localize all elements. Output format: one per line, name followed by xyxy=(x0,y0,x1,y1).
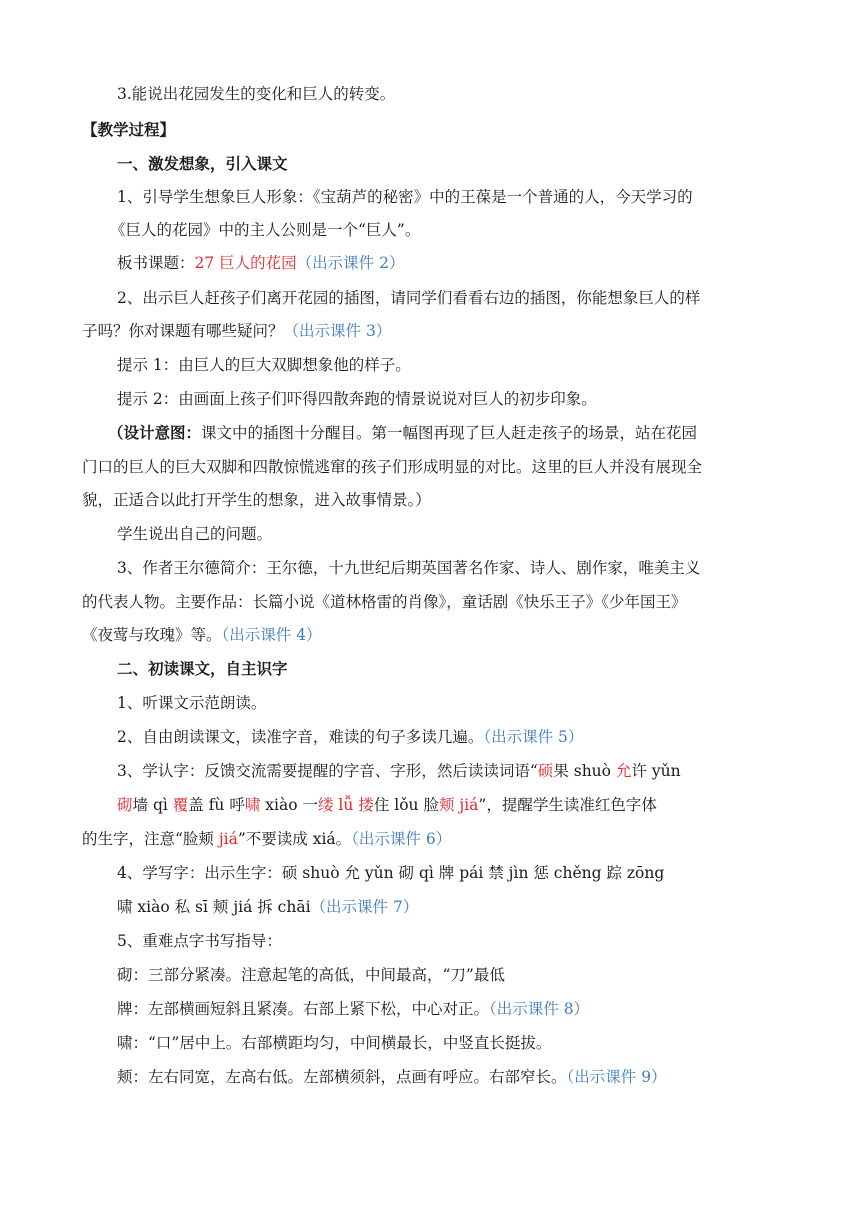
lesson-title-text: 27 巨人的花园 xyxy=(194,254,297,272)
char-guide-jia: 颊：左右同宽，左高右低。左部横须斜，点画有呼应。右部窄长。（出示课件 9） xyxy=(117,1068,667,1086)
hint-1: 提示 1：由巨人的巨大双脚想象他的样子。 xyxy=(117,356,411,374)
courseware-ref: （出示课件 5） xyxy=(483,728,584,746)
courseware-ref: （出示课件 6） xyxy=(351,830,452,848)
paragraph-line: 学生说出自己的问题。 xyxy=(117,525,273,543)
paragraph-line: 2、出示巨人赶孩子们离开花园的插图，请同学们看看右边的插图，你能想象巨人的样 xyxy=(117,289,701,307)
design-intent-line: （设计意图：课文中的插图十分醒目。第一幅图再现了巨人赶走孩子的场景，站在花园 xyxy=(108,423,698,442)
write-chars-line: 4、学写字：出示生字：硕 shuò 允 yǔn 砌 qì 牌 pái 禁 jìn 惩 chěng 踪 zōng xyxy=(117,864,665,882)
paragraph-line: 《夜莺与玫瑰》等。（出示课件 4） xyxy=(82,626,322,644)
paragraph-line: 1、听课文示范朗读。 xyxy=(117,694,267,712)
char-guide-xiao: 啸：“口”居中上。右部横距均匀，中间横最长，中竖直长挺拔。 xyxy=(117,1034,552,1052)
paragraph-line: 1、引导学生想象巨人形象：《宝葫芦的秘密》中的王葆是一个普通的人，今天学习的 xyxy=(117,188,693,206)
courseware-ref: （出示课件 7） xyxy=(310,898,419,916)
paragraph-line: 《巨人的花园》中的主人公则是一个“巨人”。 xyxy=(110,221,421,239)
paragraph-line: 3、作者王尔德简介：王尔德，十九世纪后期英国著名作家、诗人、剧作家，唯美主义 xyxy=(117,559,701,577)
courseware-ref: （出示课件 8） xyxy=(489,1000,590,1018)
design-intent-label: （设计意图： xyxy=(108,423,202,442)
paragraph-line: 的代表人物。主要作品：长篇小说《道林格雷的肖像》，童话剧《快乐王子》《少年国王》 xyxy=(82,593,687,611)
paragraph-line: 子吗？你对课题有哪些疑问？（出示课件 3） xyxy=(82,322,392,340)
section-teaching-process: 【教学过程】 xyxy=(82,120,176,139)
char-guide-pai: 牌：左部横画短斜且紧凑。右部上紧下松，中心对正。（出示课件 8） xyxy=(117,1000,590,1018)
char-guide-qi: 砌：三部分紧凑。注意起笔的高低，中间最高，“刀”最低 xyxy=(117,966,505,984)
board-title-line: 板书课题：27 巨人的花园（出示课件 2） xyxy=(117,254,405,272)
heading-part-2: 二、初读课文，自主识字 xyxy=(117,659,288,678)
paragraph-line: 5、重难点字书写指导： xyxy=(117,932,282,950)
hint-2: 提示 2：由画面上孩子们吓得四散奔跑的情景说说对巨人的初步印象。 xyxy=(117,390,597,408)
paragraph-line: 2、自由朗读课文，读准字音，难读的句子多读几遍。（出示课件 5） xyxy=(117,728,584,746)
paragraph-line: 门口的巨人的巨大双脚和四散惊慌逃窜的孩子们形成明显的对比。这里的巨人并没有展现全 xyxy=(82,458,703,476)
courseware-ref: （出示课件 4） xyxy=(221,626,322,644)
objective-3: 3.能说出花园发生的变化和巨人的转变。 xyxy=(117,85,396,103)
paragraph-line: 貌，正适合以此打开学生的想象，进入故事情景。） xyxy=(82,491,431,509)
recognize-words-line: 3、学认字：反馈交流需要提醒的字音、字形，然后读读词语“硕果 shuò 允许 yǔn xyxy=(117,762,681,780)
write-chars-line: 啸 xiào 私 sī 颊 jiá 拆 chāi（出示课件 7） xyxy=(117,898,419,916)
heading-part-1: 一、激发想象，引入课文 xyxy=(117,154,288,173)
courseware-ref: （出示课件 9） xyxy=(566,1068,667,1086)
paragraph-line: 的生字，注意“脸颊 jiá”不要读成 xiá。（出示课件 6） xyxy=(82,830,452,848)
courseware-ref: （出示课件 3） xyxy=(283,322,392,340)
courseware-ref: （出示课件 2） xyxy=(296,254,405,272)
recognize-words-line: 砌墙 qì 覆盖 fù 呼啸 xiào 一缕 lǚ 搂住 lǒu 脸颊 jiá”，提醒学生读准红色字体 xyxy=(117,796,657,814)
